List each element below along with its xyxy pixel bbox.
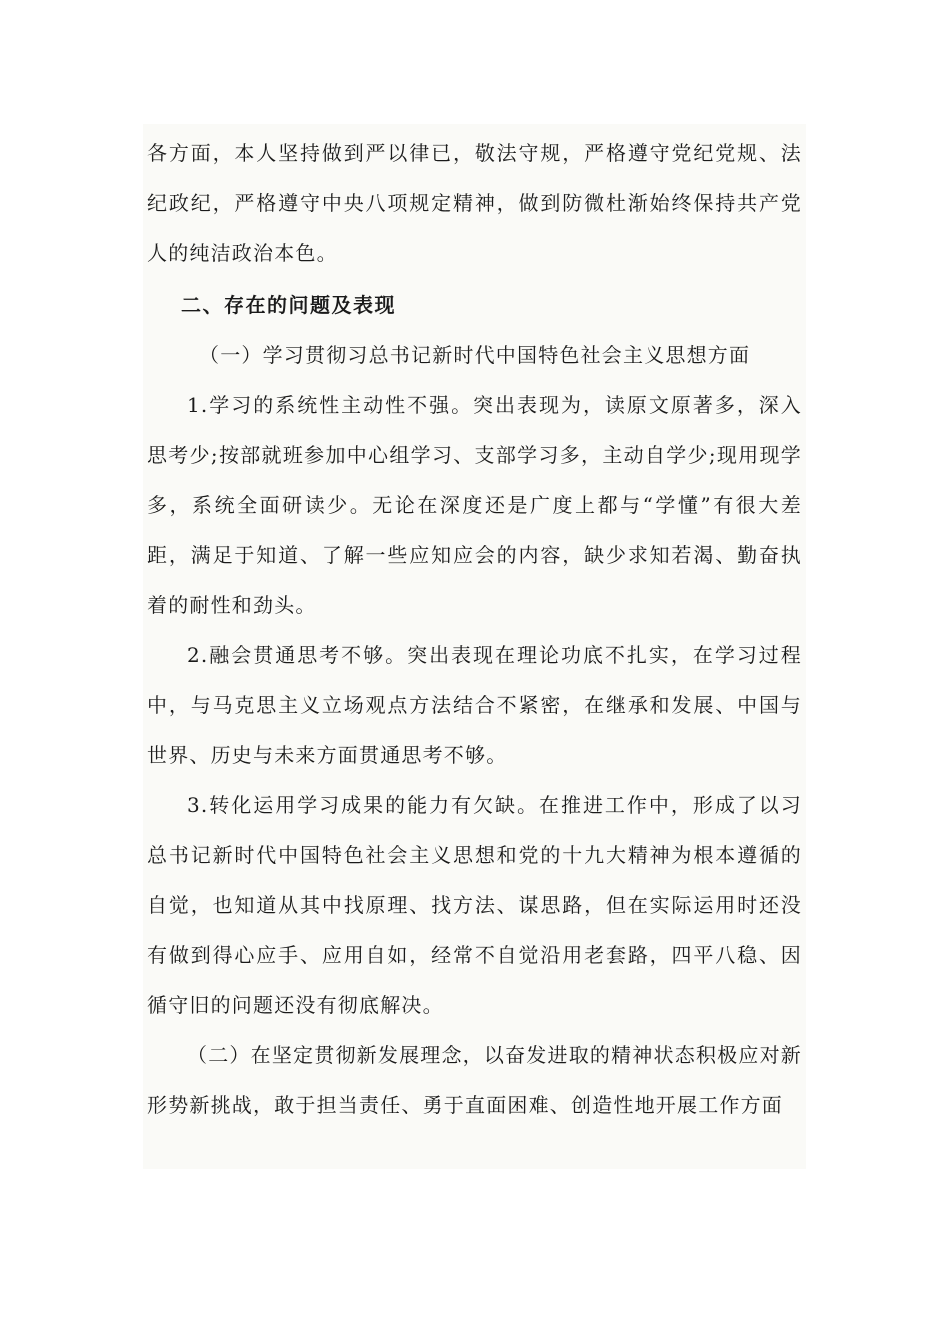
paragraph-continuation: 各方面，本人坚持做到严以律已，敬法守规，严格遵守党纪党规、法纪政纪，严格遵守中央八项规定精神，做到防微杜渐始终保持共产党人的纯洁政治本色。 [147,141,802,265]
paragraph-item-2: 2.融会贯通思考不够。突出表现在理论功底不扎实，在学习过程中，与马克思主义立场观点方法结合不紧密，在继承和发展、中国与世界、历史与未来方面贯通思考不够。 [147,643,802,767]
paragraph-item-1: 1.学习的系统性主动性不强。突出表现为，读原文原著多，深入思考少;按部就班参加中心组学习、支部学习多，主动自学少;现用现学多，系统全面研读少。无论在深度还是广度上都与“学懂”有很大差距，满足于知道、了解一些应知应会的内容，缺少求知若渴、勤奋执着的耐性和劲头。 [147,393,802,617]
section-heading: 二、存在的问题及表现 [181,293,396,317]
subsection-heading: （一）学习贯彻习总书记新时代中国特色社会主义思想方面 [199,343,751,367]
document-page [143,124,806,1169]
paragraph-item-3: 3.转化运用学习成果的能力有欠缺。在推进工作中，形成了以习总书记新时代中国特色社会主义思想和党的十九大精神为根本遵循的自觉，也知道从其中找原理、找方法、谋思路，但在实际运用时还没有做到得心应手、应用自如，经常不自觉沿用老套路，四平八稳、因循守旧的问题还没有彻底解决。 [147,793,802,1017]
paragraph-subsection-2: （二）在坚定贯彻新发展理念，以奋发进取的精神状态积极应对新形势新挑战，敢于担当责任、勇于直面困难、创造性地开展工作方面 [147,1043,802,1117]
